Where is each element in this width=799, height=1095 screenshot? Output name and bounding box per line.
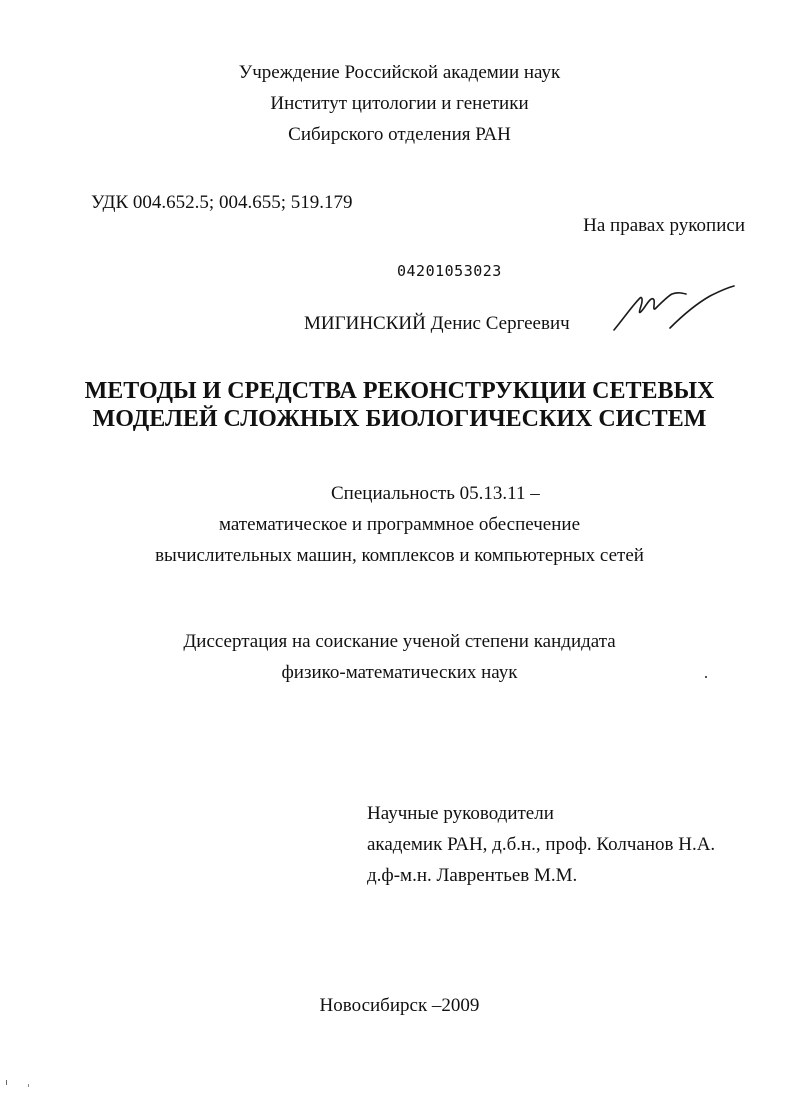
dissertation-field: физико-математических наук xyxy=(281,662,518,683)
manuscript-rights: На правах рукописи xyxy=(583,215,745,236)
specialty-name-line-2: вычислительных машин, комплексов и компьютерных сетей xyxy=(155,545,644,566)
specialty-name-line-1: математическое и программное обеспечение xyxy=(218,514,581,535)
city-year: Новосибирск –2009 xyxy=(319,995,480,1016)
supervisor-2: д.ф-м.н. Лаврентьев М.М. xyxy=(367,865,578,886)
dissertation-degree: Диссертация на соискание ученой степени кандидата xyxy=(183,631,616,652)
author-name: МИГИНСКИЙ Денис Сергеевич xyxy=(304,313,570,334)
institution-line-3: Сибирского отделения РАН xyxy=(288,124,511,145)
supervisors-heading: Научные руководители xyxy=(367,803,554,824)
institution-line-1: Учреждение Российской академии наук xyxy=(238,62,561,83)
specialty-code: Специальность 05.13.11 – xyxy=(331,483,540,504)
thesis-title-line-1: МЕТОДЫ И СРЕДСТВА РЕКОНСТРУКЦИИ СЕТЕВЫХ xyxy=(84,378,715,404)
supervisor-1: академик РАН, д.б.н., проф. Колчанов Н.А. xyxy=(367,834,716,855)
thesis-title-line-2: МОДЕЛЕЙ СЛОЖНЫХ БИОЛОГИЧЕСКИХ СИСТЕМ xyxy=(92,406,707,432)
catalog-number: 04201053023 xyxy=(397,262,502,280)
institution-line-2: Институт цитологии и генетики xyxy=(270,93,529,114)
udk-code: УДК 004.652.5; 004.655; 519.179 xyxy=(91,192,353,213)
